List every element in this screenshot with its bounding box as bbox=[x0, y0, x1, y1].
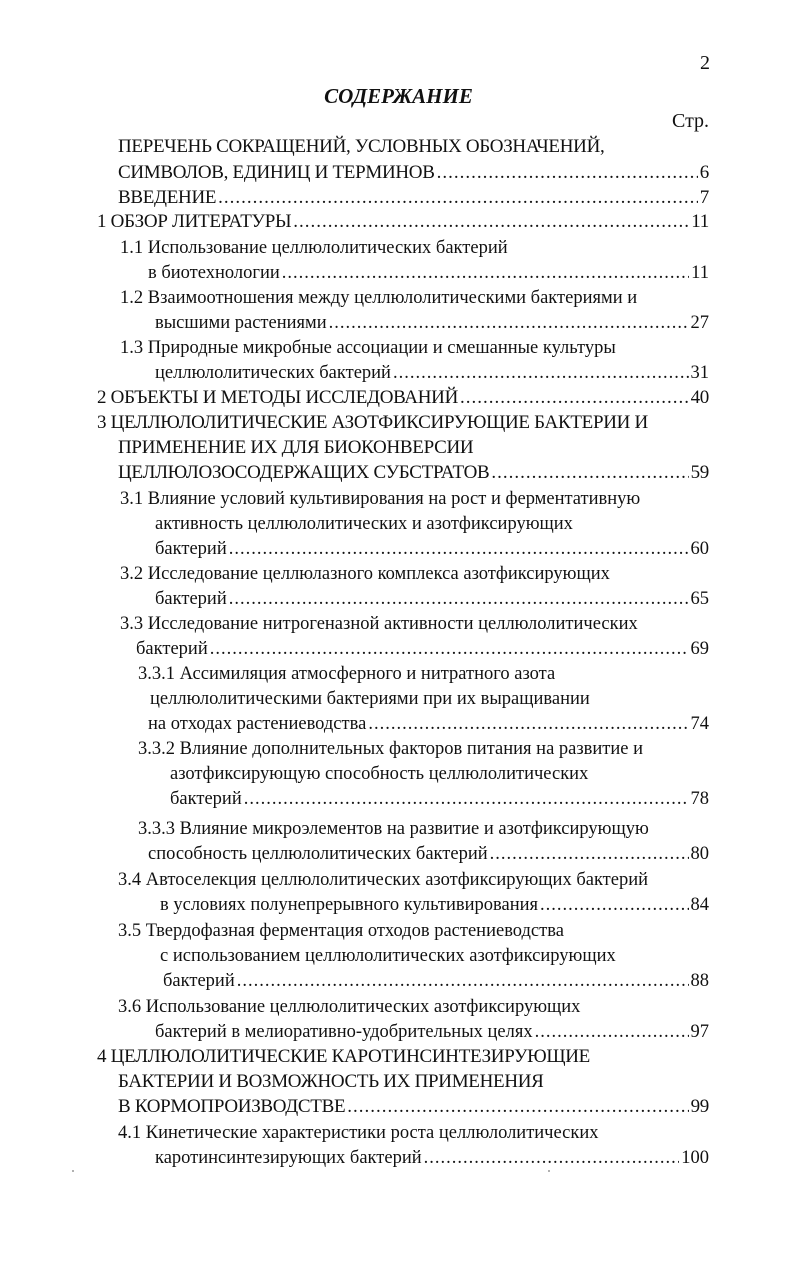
dot-leader bbox=[229, 586, 689, 612]
scan-speck bbox=[72, 1170, 74, 1172]
toc-page: 31 bbox=[690, 363, 709, 383]
dot-leader bbox=[293, 209, 689, 235]
toc-entry: бактерий ..... 78 bbox=[170, 786, 709, 812]
toc-page: 88 bbox=[690, 971, 709, 991]
dot-leader bbox=[218, 185, 698, 211]
toc-entry: 1 ОБЗОР ЛИТЕРАТУРЫ ..... 11 bbox=[97, 209, 709, 235]
toc-entry: целлюлолитическими бактериями при их выращивании bbox=[150, 689, 590, 709]
toc-page: 40 bbox=[690, 387, 709, 408]
toc-entry: 1.2 Взаимоотношения между целлюлолитическими бактериями и bbox=[120, 288, 638, 308]
toc-entry: бактерий ..... 88 bbox=[163, 968, 709, 994]
toc-entry: способность целлюлолитических бактерий ..... 80 bbox=[148, 841, 709, 867]
toc-page: 11 bbox=[691, 211, 709, 232]
dot-leader bbox=[491, 460, 688, 486]
toc-entry: бактерий ..... 69 bbox=[136, 636, 709, 662]
toc-entry: бактерий ..... 60 bbox=[155, 536, 709, 562]
toc-entry: 2 ОБЪЕКТЫ И МЕТОДЫ ИССЛЕДОВАНИЙ ..... 40 bbox=[97, 385, 709, 411]
dot-leader bbox=[393, 360, 689, 386]
toc-entry: 3.6 Использование целлюлолитических азотфиксирующих bbox=[118, 997, 581, 1017]
toc-page: 11 bbox=[691, 263, 709, 283]
toc-entry: 3.2 Исследование целлюлазного комплекса азотфиксирующих bbox=[120, 564, 610, 584]
dot-leader bbox=[244, 786, 689, 812]
toc-page: 84 bbox=[690, 895, 709, 915]
toc-entry: 1.3 Природные микробные ассоциации и смешанные культуры bbox=[120, 338, 616, 358]
dot-leader bbox=[210, 636, 689, 662]
toc-entry: 4.1 Кинетические характеристики роста целлюлолитических bbox=[118, 1123, 599, 1143]
toc-entry: бактерий ..... 65 bbox=[155, 586, 709, 612]
toc-page: 100 bbox=[681, 1148, 709, 1168]
toc-page: 7 bbox=[699, 187, 709, 208]
toc-entry: бактерий в мелиоративно-удобрительных целях ..... 97 bbox=[155, 1019, 709, 1045]
toc-entry: 3.4 Автоселекция целлюлолитических азотфиксирующих бактерий bbox=[118, 870, 649, 890]
toc-entry: целлюлолитических бактерий ..... 31 bbox=[155, 360, 709, 386]
toc-page: 99 bbox=[690, 1096, 709, 1117]
toc-page: 6 bbox=[699, 162, 709, 183]
toc-entry: СИМВОЛОВ, ЕДИНИЦ И ТЕРМИНОВ ..... 6 bbox=[118, 160, 709, 186]
scan-speck bbox=[548, 1170, 550, 1172]
toc-page: 97 bbox=[690, 1022, 709, 1042]
toc-entry: 3.1 Влияние условий культивирования на рост и ферментативную bbox=[120, 489, 641, 509]
dot-leader bbox=[535, 1019, 689, 1045]
page-title: СОДЕРЖАНИЕ bbox=[324, 84, 473, 108]
toc-entry: ПЕРЕЧЕНЬ СОКРАЩЕНИЙ, УСЛОВНЫХ ОБОЗНАЧЕНИЙ, bbox=[118, 136, 605, 157]
dot-leader bbox=[329, 310, 689, 336]
toc-page: 78 bbox=[690, 789, 709, 809]
toc-entry: ПРИМЕНЕНИЕ ИХ ДЛЯ БИОКОНВЕРСИИ bbox=[118, 437, 474, 458]
toc-entry: с использованием целлюлолитических азотфиксирующих bbox=[160, 946, 616, 966]
toc-entry: 4 ЦЕЛЛЮЛОЛИТИЧЕСКИЕ КАРОТИНСИНТЕЗИРУЮЩИЕ bbox=[97, 1046, 590, 1067]
dot-leader bbox=[540, 892, 688, 918]
dot-leader bbox=[460, 385, 689, 411]
dot-leader bbox=[490, 841, 689, 867]
toc-entry: ЦЕЛЛЮЛОЗОСОДЕРЖАЩИХ СУБСТРАТОВ ..... 59 bbox=[118, 460, 709, 486]
toc-entry: на отходах растениеводства ..... 74 bbox=[148, 711, 709, 737]
dot-leader bbox=[437, 160, 698, 186]
toc-page: 60 bbox=[690, 539, 709, 559]
toc-entry: В КОРМОПРОИЗВОДСТВЕ ..... 99 bbox=[118, 1094, 709, 1120]
toc-entry: ВВЕДЕНИЕ ..... 7 bbox=[118, 185, 709, 211]
dot-leader bbox=[237, 968, 689, 994]
toc-page: 74 bbox=[690, 714, 709, 734]
toc-entry: 1.1 Использование целлюлолитических бактерий bbox=[120, 238, 508, 258]
toc-entry: в биотехнологии ..... 11 bbox=[148, 260, 709, 286]
toc-entry: БАКТЕРИИ И ВОЗМОЖНОСТЬ ИХ ПРИМЕНЕНИЯ bbox=[118, 1071, 544, 1092]
dot-leader bbox=[424, 1145, 680, 1171]
dot-leader bbox=[229, 536, 689, 562]
toc-entry: высшими растениями ..... 27 bbox=[155, 310, 709, 336]
dot-leader bbox=[347, 1094, 688, 1120]
toc-page: 80 bbox=[690, 844, 709, 864]
toc-entry: 3.3.2 Влияние дополнительных факторов питания на развитие и bbox=[138, 739, 644, 759]
toc-page: 69 bbox=[690, 639, 709, 659]
toc-entry: 3.5 Твердофазная ферментация отходов растениеводства bbox=[118, 921, 564, 941]
toc-entry: 3.3.3 Влияние микроэлементов на развитие и азотфиксирующую bbox=[138, 819, 649, 839]
toc-entry: в условиях полунепрерывного культивирования ..... 84 bbox=[160, 892, 709, 918]
toc-entry: активность целлюлолитических и азотфиксирующих bbox=[155, 514, 573, 534]
toc-page: 59 bbox=[690, 462, 709, 483]
dot-leader bbox=[282, 260, 689, 286]
page-column-header: Стр. bbox=[672, 110, 710, 132]
toc-page: 27 bbox=[690, 313, 709, 333]
toc-entry: азотфиксирующую способность целлюлолитических bbox=[170, 764, 589, 784]
page-number: 2 bbox=[700, 52, 710, 74]
toc-entry: каротинсинтезирующих бактерий ..... 100 bbox=[155, 1145, 709, 1171]
toc-entry: 3.3.1 Ассимиляция атмосферного и нитратного азота bbox=[138, 664, 556, 684]
dot-leader bbox=[368, 711, 688, 737]
toc-page: 65 bbox=[690, 589, 709, 609]
toc-entry: 3.3 Исследование нитрогеназной активности целлюлолитических bbox=[120, 614, 638, 634]
toc-entry: 3 ЦЕЛЛЮЛОЛИТИЧЕСКИЕ АЗОТФИКСИРУЮЩИЕ БАКТЕРИИ И bbox=[97, 412, 648, 433]
